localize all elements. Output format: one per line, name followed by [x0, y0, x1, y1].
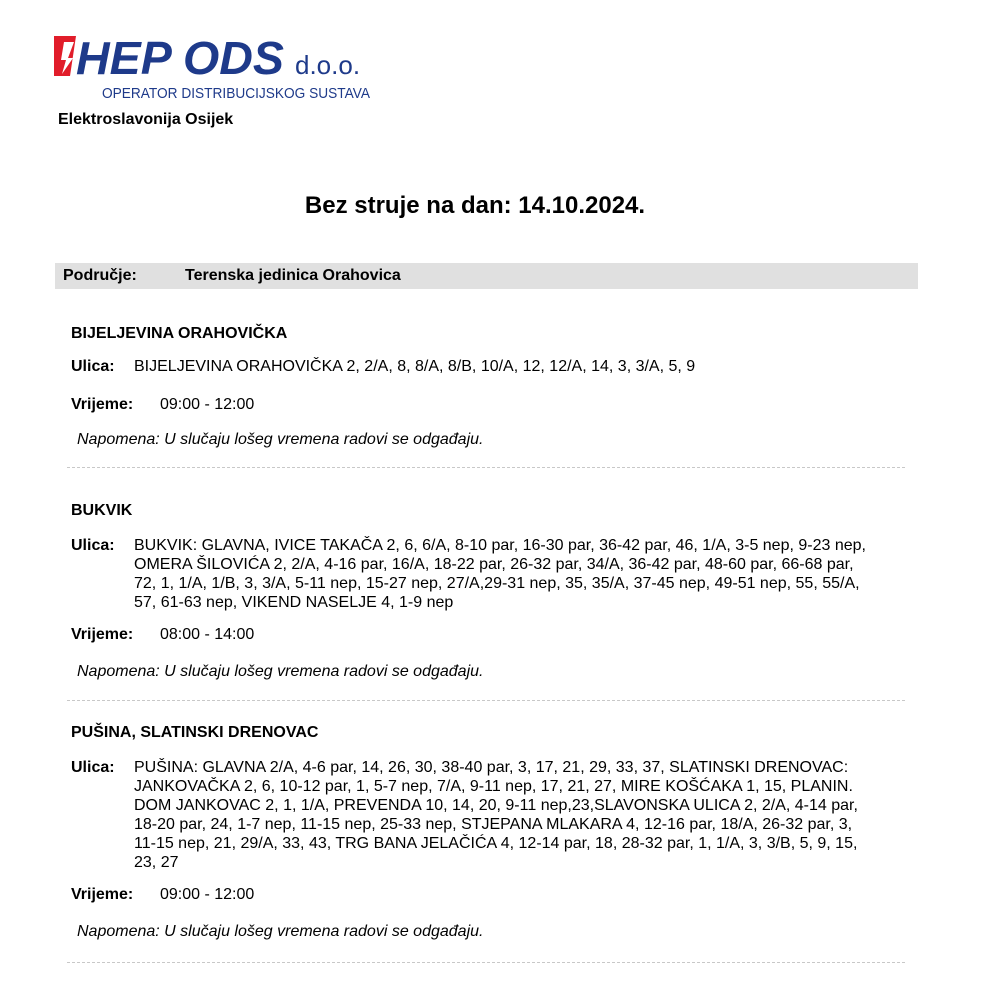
time-row [71, 885, 911, 904]
section-note: Napomena: U slučaju lošeg vremena radovi se odgađaju. [77, 663, 484, 680]
section-divider [67, 962, 905, 963]
logo-subtitle: OPERATOR DISTRIBUCIJSKOG SUSTAVA [102, 85, 370, 102]
street-row [71, 758, 911, 872]
time-label: Vrijeme: [71, 626, 134, 643]
street-list: PUŠINA: GLAVNA 2/A, 4-6 par, 14, 26, 30, 38-40 par, 3, 17, 21, 29, 33, 37, SLATINSKI DRENOVAC: JANKOVAČKA 2, 6, 10-12 par, 1, 5-7 nep, 7/A, 9-11 nep, 17, 21, 27, MIRE KOŠĆAKA 1, 15, PLANIN. DOM JANKOVAC 2, 1, 1/A, PREVENDA 10, 14, 20, 9-11 nep,23,SLAVONSKA ULICA 2, 2/A, 4-14 par, 18-20 par, 24, 1-7 nep, 11-15 nep, 25-33 nep, STJEPANA MLAKARA 4, 12-16 par, 18/A, 26-32 par, 3, 11-15 nep, 21, 29/A, 33, 43, TRG BANA JELAČIĆA 4, 12-14 par, 18, 28-32 par, 1, 1/A, 3, 3/B, 5, 9, 15, 23, 27 [134, 759, 858, 871]
street-list: BIJELJEVINA ORAHOVIČKA 2, 2/A, 8, 8/A, 8/B, 10/A, 12, 12/A, 14, 3, 3/A, 5, 9 [134, 358, 696, 375]
outage-section [71, 502, 911, 681]
outage-section [71, 724, 911, 941]
logo-wordmark: HEP ODS [76, 32, 285, 84]
street-label: Ulica: [71, 537, 115, 554]
section-title: PUŠINA, SLATINSKI DRENOVAC [71, 724, 319, 741]
street-label: Ulica: [71, 358, 115, 375]
time-row [71, 395, 911, 414]
hep-ods-logo [54, 30, 384, 105]
time-value: 09:00 - 12:00 [160, 396, 255, 413]
outage-section [71, 325, 911, 449]
page-title: Bez struje na dan: 14.10.2024. [304, 192, 646, 219]
logo-suffix: d.o.o. [295, 50, 361, 80]
street-label: Ulica: [71, 759, 115, 776]
section-divider [67, 700, 905, 701]
time-value: 08:00 - 14:00 [160, 626, 255, 643]
area-bar [55, 263, 918, 289]
street-list: BUKVIK: GLAVNA, IVICE TAKAČA 2, 6, 6/A, 8-10 par, 16-30 par, 36-42 par, 46, 1/A, 3-5 nep, 9-23 nep, OMERA ŠILOVIĆA 2, 2/A, 4-16 par, 16/A, 18-22 par, 26-32 par, 34/A, 36-42 par, 48-60 par, 66-68 par, 72, 1, 1/A, 1/B, 3, 3/A, 5-11 nep, 15-27 nep, 27/A,29-31 nep, 35, 35/A, 37-45 nep, 49-51 nep, 55, 55/A, 57, 61-63 nep, VIKEND NASELJE 4, 1-9 nep [134, 537, 866, 611]
time-value: 09:00 - 12:00 [160, 886, 255, 903]
section-divider [67, 467, 905, 468]
time-row [71, 625, 911, 644]
time-label: Vrijeme: [71, 886, 134, 903]
area-label: Područje: [63, 267, 137, 284]
section-note: Napomena: U slučaju lošeg vremena radovi se odgađaju. [77, 923, 484, 940]
section-note: Napomena: U slučaju lošeg vremena radovi se odgađaju. [77, 431, 484, 448]
section-title: BUKVIK [71, 502, 133, 519]
organization-name: Elektroslavonija Osijek [58, 111, 234, 128]
hep-ods-logo-graphic [54, 30, 384, 105]
section-title: BIJELJEVINA ORAHOVIČKA [71, 325, 288, 342]
street-row [71, 536, 911, 612]
time-label: Vrijeme: [71, 396, 134, 413]
area-value: Terenska jedinica Orahovica [185, 267, 401, 284]
street-row [71, 357, 911, 376]
